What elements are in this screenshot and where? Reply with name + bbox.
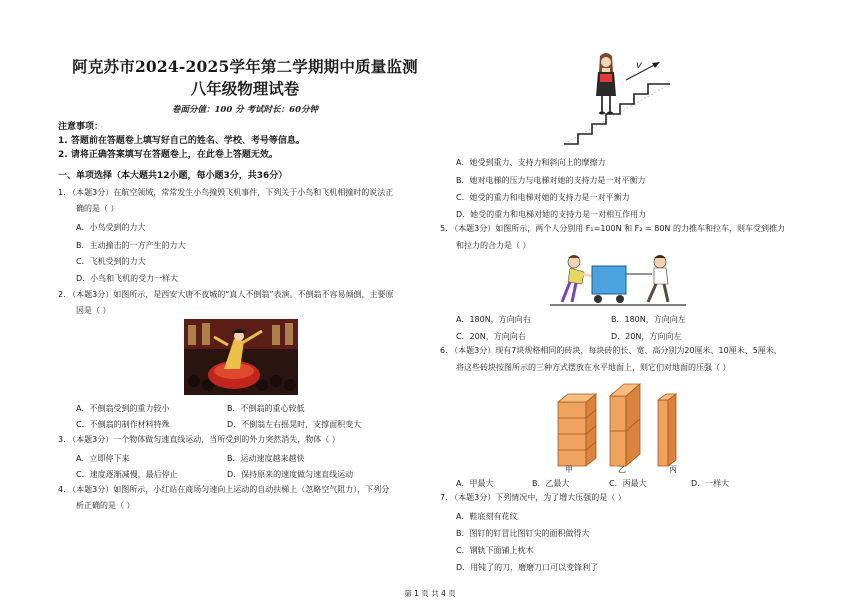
q4-stem-cont: 析正确的是（ ） (76, 501, 135, 510)
q7-option-b: B．图钉的钉冒比图钉尖的面积做得大 (456, 529, 590, 538)
exam-title: 阿克苏市2024-2025学年第二学期期中质量监测 (72, 57, 418, 76)
q2-option-a: A．不倒翁受到的重力较小 (76, 404, 170, 413)
q5-option-a: A．180N，方向向右 (456, 315, 531, 324)
brick-stack-jia (558, 394, 596, 466)
q4-stem: 4. （本题3分）如图所示，小红站在商场匀速向上运动的自动扶梯上（忽略空气阻力），下列分 (58, 485, 390, 494)
push-pull-cart-figure (548, 252, 688, 308)
q1-option-d: D．小鸟和飞机的受力一样大 (76, 274, 179, 283)
brick-stack-yi (610, 384, 640, 466)
q1-option-b: B．主动撞击的一方产生的力大 (76, 241, 186, 250)
escalator-figure (560, 50, 680, 148)
q4-option-d: D．她受的重力和电梯对她的支持力是一对相互作用力 (456, 210, 647, 219)
q5-option-d: D．20N，方向向左 (611, 332, 682, 341)
q4-option-a: A．她受到重力、支持力和斜向上的摩擦力 (456, 158, 606, 167)
q1-option-a: A．小鸟受到的力大 (76, 223, 146, 232)
q3-option-a: A．立即停下来 (76, 454, 130, 463)
q5-option-c: C．20N，方向向右 (456, 332, 526, 341)
q2-option-c: C．不倒翁的制作材料特殊 (76, 420, 170, 429)
q2-stem: 2. （本题3分）如图所示，是西安大唐不夜城的“真人不倒翁”表演。不倒翁不容易倾倒，主要原 (58, 290, 394, 299)
notes-heading: 注意事项： (58, 122, 104, 132)
q2-stem-cont: 因是（ ） (76, 306, 111, 315)
q7-stem: 7. （本题3分）下列情况中，为了增大压强的是（ ） (440, 493, 626, 502)
q7-option-d: D．用钝了的刀，磨磨刀口可以变锋利了 (456, 563, 599, 572)
page-footer: 第 1 页 共 4 页 (404, 589, 456, 598)
q7-option-a: A．鞋底刻有花纹 (456, 512, 518, 521)
q3-option-c: C．速度逐渐减慢，最后停止 (76, 470, 178, 479)
exam-meta: 卷面分值：100 分 考试时长：60分钟 (172, 105, 318, 115)
notes-block (58, 120, 430, 162)
q2-option-d: D．不倒翁左右摇晃时，支撑面积变大 (227, 420, 362, 429)
q6-stem: 6. （本题3分）现有7块规格相同的砖块，每块砖的长、宽、高分别为20厘米、10厘米、5厘米， (440, 346, 782, 355)
q3-stem: 3. （本题3分）一个物体做匀速直线运动，当所受到的外力突然消失，物体（ ） (58, 435, 340, 444)
puller-figure (648, 255, 668, 302)
q4-option-b: B．她对电梯的压力与电梯对她的支持力是一对平衡力 (456, 176, 646, 185)
bricks-figure (548, 376, 698, 476)
q6-option-d: D．一样大 (691, 479, 730, 488)
q5-stem: 5. （本题3分）如图所示，两个人分别用 F₁=100N 和 F₂ = 80N 的力推车和拉车，则车受到推力 (440, 224, 785, 233)
q1-stem-cont: 确的是（ ） (76, 204, 119, 213)
q5-option-b: B．180N，方向向左 (611, 315, 686, 324)
q1-option-c: C．飞机受到的力大 (76, 257, 146, 266)
q1-stem: 1. （本题3分）在航空领域，常常发生小鸟撞毁飞机事件，下列关于小鸟和飞机相撞时的说法正 (58, 188, 394, 197)
velocity-label: v (636, 60, 642, 71)
label-bing: 丙 (669, 465, 677, 474)
label-yi: 乙 (618, 465, 626, 474)
cart-body (592, 266, 626, 294)
section-heading: 一、单项选择（本大题共12小题，每小题3分，共36分） (58, 171, 288, 181)
q6-option-b: B．乙最大 (532, 479, 570, 488)
q6-stem-cont: 将这些砖块按图所示的三种方式摆放在水平地面上，则它们对地面的压强（ ） (456, 363, 731, 372)
q2-option-b: B．不倒翁的重心较低 (227, 404, 305, 413)
q6-option-a: A．甲最大 (456, 479, 494, 488)
q3-option-d: D．保持原来的速度做匀速直线运动 (227, 470, 354, 479)
q5-stem-cont: 和拉力的合力是（ ） (456, 241, 531, 250)
brick-jia-single-bing (658, 394, 676, 466)
notes-item: 2. 请将正确答案填写在答题卷上，在此卷上答题无效。 (58, 150, 278, 160)
notes-item: 1. 答题前在答题卷上填写好自己的姓名、学校、考号等信息。 (58, 136, 305, 146)
label-jia: 甲 (565, 465, 573, 474)
q7-option-c: C．钢轨下面铺上枕木 (456, 546, 534, 555)
tumbler-performance-photo (184, 319, 298, 395)
q3-option-b: B．运动速度越来越快 (227, 454, 305, 463)
exam-subtitle: 八年级物理试卷 (190, 79, 300, 98)
q4-option-c: C．她受的重力和电梯对她的支持力是一对平衡力 (456, 193, 630, 202)
pusher-figure (562, 255, 592, 302)
girl-figure (596, 53, 616, 115)
q6-option-c: C．丙最大 (609, 479, 647, 488)
